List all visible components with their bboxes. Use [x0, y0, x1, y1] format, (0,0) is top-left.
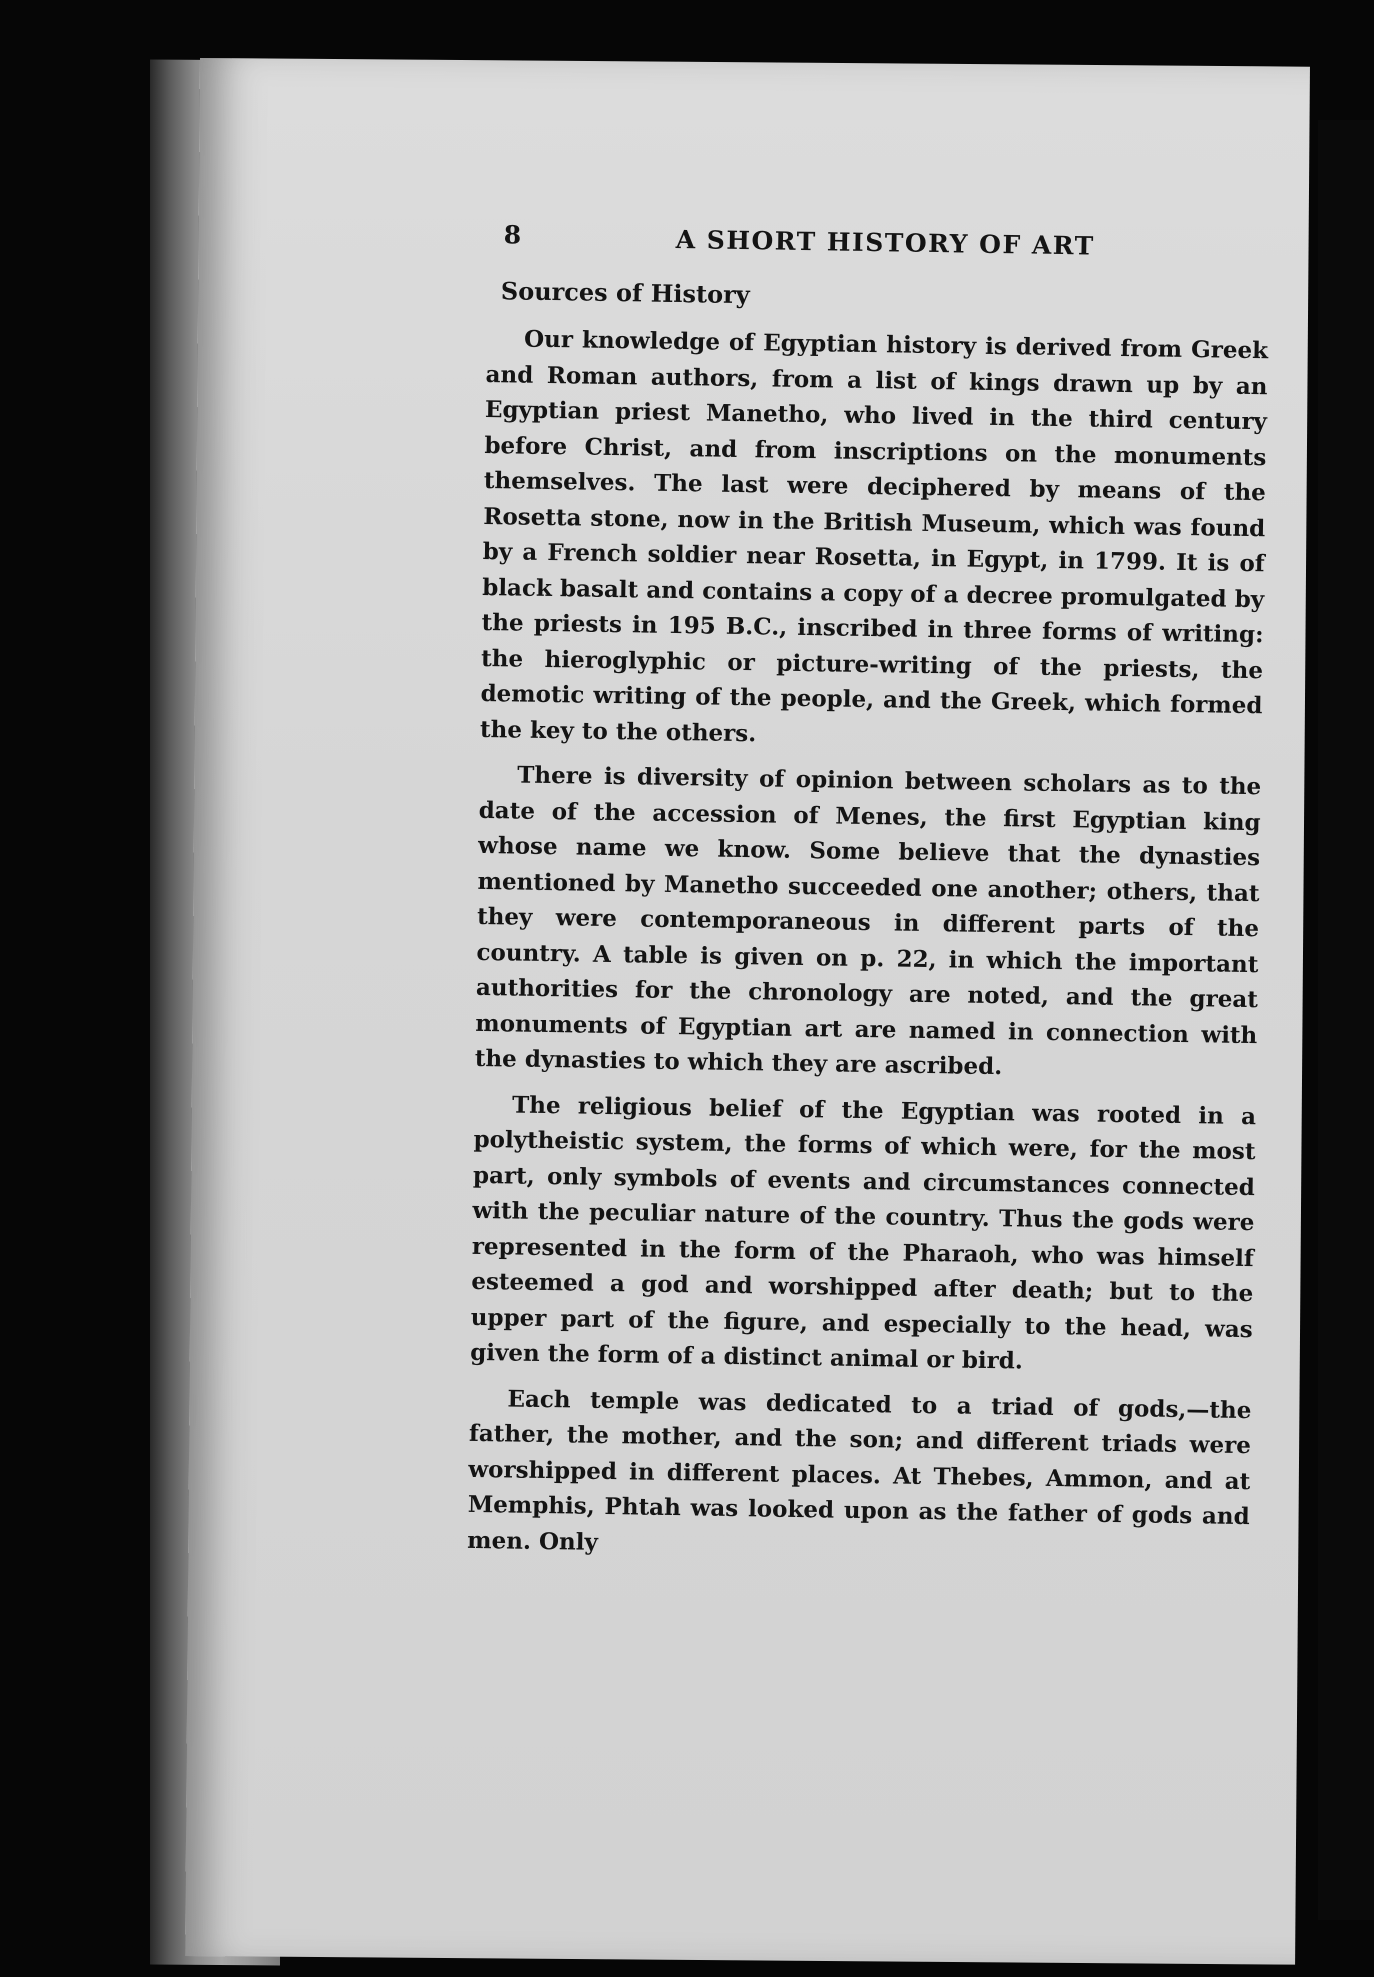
- paragraph-temples: Each temple was dedicated to a triad of gods,—the father, the mother, and the son; and different triads were worshipped in different places. At Thebes, Ammon, and at Memphis, Phtah was looked upon as the father of gods and men. Only: [467, 1384, 1252, 1556]
- paragraph-sources: Our knowledge of Egyptian history is derived from Greek and Roman authors, from a list of kings drawn up by an Egyptian priest Manetho, who lived in the third century before Christ, and from inscriptions on the monuments themselves. The last were deciphered by means of the Rosetta stone, now in the British Museum, which was found by a French soldier near Rosetta, in Egypt, in 1799. It is of black basalt and contains a copy of a decree promulgated by the priests in 195 B.C., inscribed in three forms of writing: the hieroglyphic or picture-writing of the priests, the demotic writing of the people, and the Greek, which formed the key to the others.: [479, 325, 1269, 747]
- running-title: A SHORT HISTORY OF ART: [675, 224, 1095, 261]
- page-header: [487, 220, 1270, 284]
- page-number: 8: [503, 220, 523, 250]
- paragraph-religion: The religious belief of the Egyptian was rooted in a polytheistic system, the forms of which were, for the most part, only symbols of events and circumstances connected with the peculiar nature of the country. Thus the gods were represented in the form of the Pharaoh, who was himself esteemed a god and worshipped after death; but to the upper part of the figure, and especially to the head, was given the form of a distinct animal or bird.: [469, 1090, 1257, 1375]
- paragraph-chronology: There is diversity of opinion between scholars as to the date of the accession of Menes, the first Egyptian king whose name we know. Some believe that the dynasties mentioned by Manetho succeeded one another; others, that they were contemporaneous in different parts of the country. A table is given on p. 22, in which the important authorities for the chronology are noted, and the great monuments of Egyptian art are named in connection with the dynasties to which they are ascribed.: [474, 761, 1262, 1081]
- page-shadow-edge: [1318, 120, 1374, 1920]
- page-text-block: [464, 220, 1270, 1762]
- section-heading: Sources of History: [500, 276, 750, 310]
